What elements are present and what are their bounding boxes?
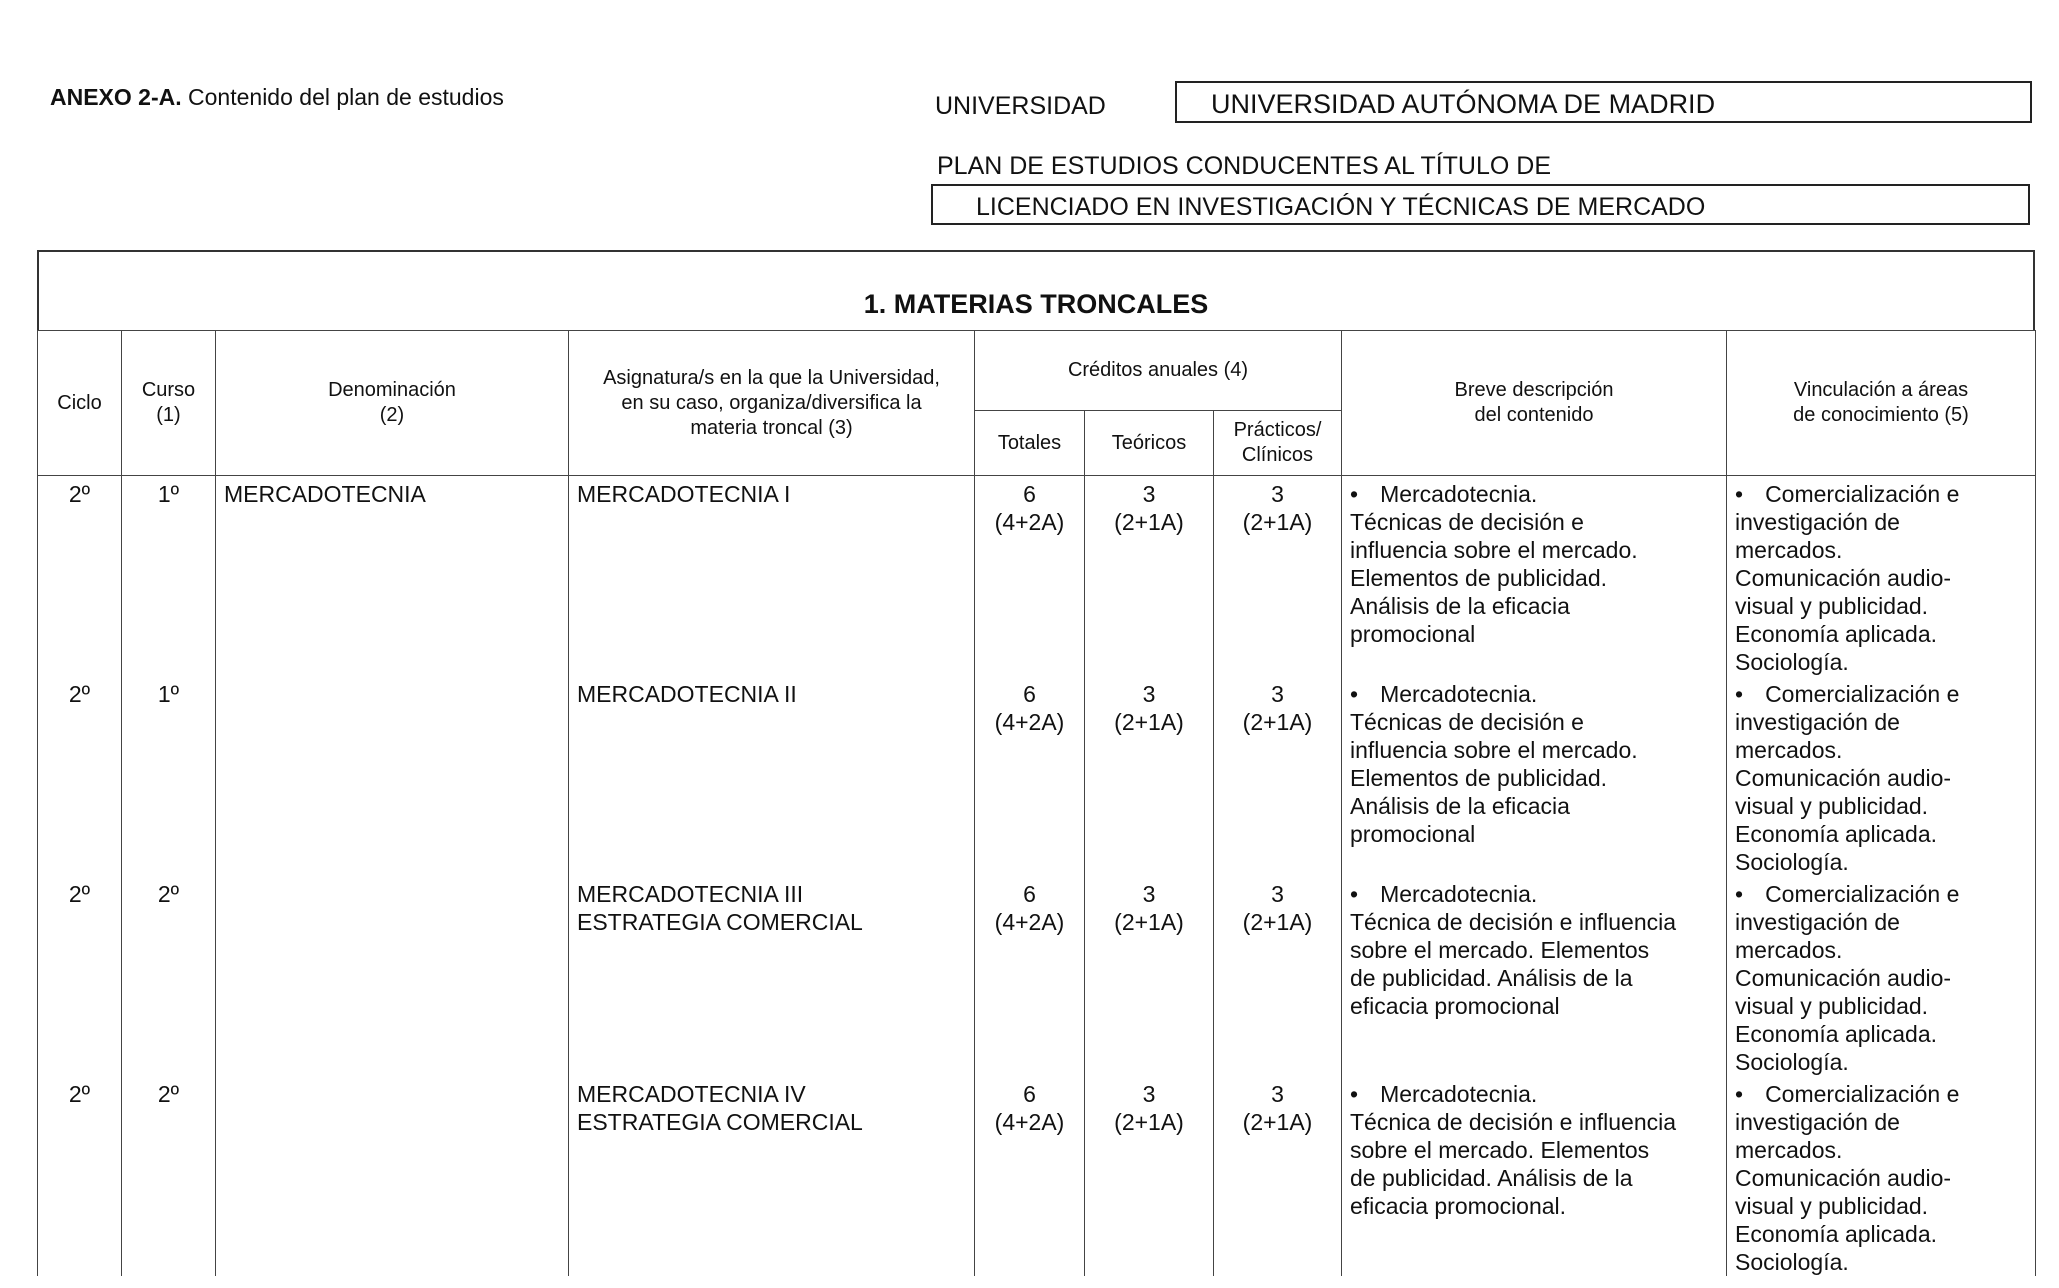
col-header-curso: Curso (1) <box>122 331 216 476</box>
col-header-descripcion: Breve descripción del contenido <box>1342 331 1727 476</box>
cell-practicos: 3 (2+1A) <box>1214 676 1342 876</box>
col-header-asignatura: Asignatura/s en la que la Universidad, en su caso, organiza/diversifica la materia troncal (3) <box>569 331 975 476</box>
cell-denominacion <box>216 676 569 876</box>
cell-teoricos: 3 (2+1A) <box>1085 1076 1214 1276</box>
descripcion-text: Técnicas de decisión e influencia sobre el mercado. Elementos de publicidad. Análisis de la eficacia promocional <box>1350 509 1638 647</box>
cell-asignatura: MERCADOTECNIA III ESTRATEGIA COMERCIAL <box>569 876 975 1076</box>
col-header-teoricos: Teóricos <box>1085 411 1214 476</box>
cell-descripcion <box>1342 676 1727 876</box>
cell-vinculacion <box>1727 876 2036 1076</box>
descripcion-bullet: • Mercadotecnia. <box>1350 880 1718 908</box>
university-name-box: UNIVERSIDAD AUTÓNOMA DE MADRID <box>1175 81 2032 123</box>
col-header-totales: Totales <box>975 411 1085 476</box>
col-header-denominacion: Denominación (2) <box>216 331 569 476</box>
vinculacion-text: investigación de mercados. Comunicación audio- visual y publicidad. Economía aplicada. Sociología. <box>1735 1109 1952 1275</box>
cell-curso: 1º <box>122 476 216 677</box>
section-title: 1. MATERIAS TRONCALES <box>863 289 1209 319</box>
annex-text: Contenido del plan de estudios <box>188 84 504 110</box>
col-header-ciclo: Ciclo <box>38 331 122 476</box>
cell-teoricos: 3 (2+1A) <box>1085 876 1214 1076</box>
cell-vinculacion <box>1727 476 2036 677</box>
vinculacion-text: investigación de mercados. Comunicación audio- visual y publicidad. Economía aplicada. Sociología. <box>1735 509 1952 675</box>
vinculacion-text: investigación de mercados. Comunicación audio- visual y publicidad. Economía aplicada. Sociología. <box>1735 909 1952 1075</box>
university-label: UNIVERSIDAD <box>935 92 1106 120</box>
cell-teoricos: 3 (2+1A) <box>1085 676 1214 876</box>
col-header-vinculacion: Vinculación a áreas de conocimiento (5) <box>1727 331 2036 476</box>
vinculacion-bullet: • Comercialización e <box>1735 1080 2027 1108</box>
descripcion-text: Técnica de decisión e influencia sobre el mercado. Elementos de publicidad. Análisis de la eficacia promocional <box>1350 909 1677 1019</box>
cell-ciclo: 2º <box>38 676 122 876</box>
cell-totales: 6 (4+2A) <box>975 476 1085 677</box>
col-header-practicos: Prácticos/ Clínicos <box>1214 411 1342 476</box>
descripcion-bullet: • Mercadotecnia. <box>1350 1080 1718 1108</box>
cell-vinculacion <box>1727 1076 2036 1276</box>
cell-totales: 6 (4+2A) <box>975 1076 1085 1276</box>
cell-denominacion <box>216 1076 569 1276</box>
cell-ciclo: 2º <box>38 876 122 1076</box>
vinculacion-bullet: • Comercialización e <box>1735 880 2027 908</box>
cell-ciclo: 2º <box>38 476 122 677</box>
cell-ciclo: 2º <box>38 1076 122 1276</box>
descripcion-text: Técnicas de decisión e influencia sobre el mercado. Elementos de publicidad. Análisis de la eficacia promocional <box>1350 709 1638 847</box>
vinculacion-bullet: • Comercialización e <box>1735 480 2027 508</box>
cell-asignatura: MERCADOTECNIA I <box>569 476 975 677</box>
annex-number: ANEXO 2-A. <box>50 84 182 110</box>
cell-descripcion <box>1342 476 1727 677</box>
descripcion-bullet: • Mercadotecnia. <box>1350 480 1718 508</box>
subjects-table <box>37 330 2036 1276</box>
section-header <box>37 250 2035 330</box>
cell-practicos: 3 (2+1A) <box>1214 476 1342 677</box>
descripcion-bullet: • Mercadotecnia. <box>1350 680 1718 708</box>
cell-curso: 1º <box>122 676 216 876</box>
table-row <box>38 876 2036 1076</box>
cell-asignatura: MERCADOTECNIA IV ESTRATEGIA COMERCIAL <box>569 1076 975 1276</box>
cell-totales: 6 (4+2A) <box>975 876 1085 1076</box>
table-row <box>38 676 2036 876</box>
cell-practicos: 3 (2+1A) <box>1214 876 1342 1076</box>
vinculacion-text: investigación de mercados. Comunicación audio- visual y publicidad. Economía aplicada. Sociología. <box>1735 709 1952 875</box>
cell-descripcion <box>1342 1076 1727 1276</box>
degree-name-box: LICENCIADO EN INVESTIGACIÓN Y TÉCNICAS DE MERCADO <box>931 184 2030 225</box>
cell-practicos: 3 (2+1A) <box>1214 1076 1342 1276</box>
cell-teoricos: 3 (2+1A) <box>1085 476 1214 677</box>
cell-vinculacion <box>1727 676 2036 876</box>
cell-denominacion <box>216 876 569 1076</box>
cell-asignatura: MERCADOTECNIA II <box>569 676 975 876</box>
cell-denominacion: MERCADOTECNIA <box>216 476 569 677</box>
vinculacion-bullet: • Comercialización e <box>1735 680 2027 708</box>
cell-curso: 2º <box>122 876 216 1076</box>
table-row <box>38 476 2036 677</box>
col-header-creditos: Créditos anuales (4) <box>975 331 1342 411</box>
plan-label: PLAN DE ESTUDIOS CONDUCENTES AL TÍTULO DE <box>937 152 1552 180</box>
annex-heading <box>50 84 504 111</box>
cell-descripcion <box>1342 876 1727 1076</box>
table-row <box>38 1076 2036 1276</box>
descripcion-text: Técnica de decisión e influencia sobre el mercado. Elementos de publicidad. Análisis de la eficacia promocional. <box>1350 1109 1677 1219</box>
cell-totales: 6 (4+2A) <box>975 676 1085 876</box>
cell-curso: 2º <box>122 1076 216 1276</box>
